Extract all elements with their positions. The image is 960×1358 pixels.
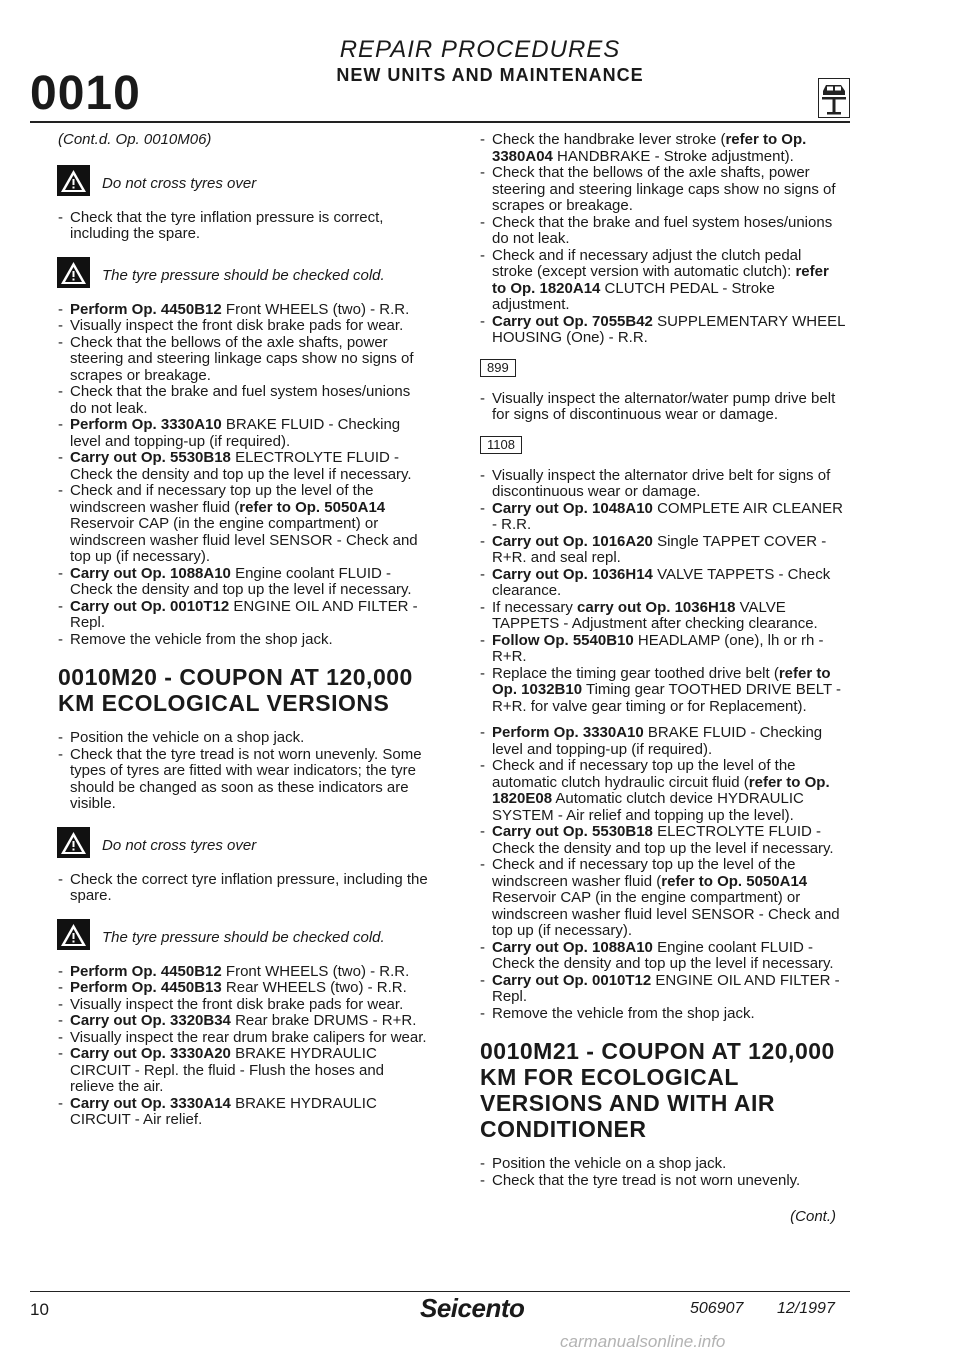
list-item bbox=[480, 248, 846, 314]
page-title: REPAIR PROCEDURES bbox=[339, 36, 621, 63]
op-reference: Follow Op. 5540B10 bbox=[492, 631, 634, 649]
section-heading: 0010M21 - COUPON AT 120,000 KM FOR ECOLOGICAL VERSIONS AND WITH AIR CONDITIONER bbox=[480, 1038, 835, 1142]
warning-text: The tyre pressure should be checked cold. bbox=[102, 266, 385, 284]
item-text: Front WHEELS (two) - R.R. bbox=[221, 962, 410, 980]
list-item bbox=[58, 483, 428, 566]
list-item bbox=[480, 725, 846, 758]
op-reference: Perform Op. 4450B12 bbox=[70, 962, 222, 980]
item-text: Rear WHEELS (two) - R.R. bbox=[221, 979, 407, 996]
list-item bbox=[480, 940, 846, 973]
item-text: Replace the timing gear toothed drive belt ( bbox=[492, 664, 779, 682]
list-item bbox=[58, 1046, 428, 1096]
list-item: - Position the vehicle on a shop jack. bbox=[58, 730, 428, 747]
item-text: COMPLETE AIR CLEANER - R.R. bbox=[492, 499, 843, 533]
op-reference: carry out Op. 1036H18 bbox=[577, 598, 736, 616]
list-item bbox=[58, 1096, 428, 1129]
item-text: Check and if necessary top up the level of the automatic clutch hydraulic circuit fluid ( bbox=[492, 757, 796, 791]
car-lift-icon bbox=[818, 78, 850, 118]
list-item bbox=[480, 534, 846, 567]
item-text: BRAKE HYDRAULIC CIRCUIT - Air relief. bbox=[70, 1094, 377, 1128]
list-item bbox=[58, 450, 428, 483]
item-text: ELECTROLYTE FLUID - Check the density and top up the level if necessary. bbox=[492, 823, 834, 857]
op-reference: Carry out Op. 5530B18 bbox=[70, 449, 231, 466]
document-date: 12/1997 bbox=[777, 1300, 835, 1317]
op-reference: Perform Op. 3330A10 bbox=[492, 724, 644, 741]
item-text: BRAKE FLUID - Checking level and topping-up (if required). bbox=[70, 416, 401, 450]
op-reference: Perform Op. 4450B13 bbox=[70, 979, 222, 996]
op-reference: refer to Op. 3380A04 bbox=[492, 131, 807, 165]
op-reference: refer to Op. 5050A14 bbox=[661, 872, 808, 890]
warning-triangle-icon bbox=[57, 919, 90, 950]
list-item: - Check that the bellows of the axle shafts, power steering and steering linkage caps show no signs of scrapes or breakage. bbox=[58, 335, 428, 385]
left-column bbox=[58, 132, 428, 1129]
list-item bbox=[480, 973, 846, 1006]
list-item bbox=[480, 758, 846, 824]
warning-text: Do not cross tyres over bbox=[102, 836, 257, 854]
warning-note bbox=[58, 257, 428, 288]
list-item bbox=[480, 501, 846, 534]
warning-note bbox=[58, 165, 428, 196]
item-text: Check and if necessary top up the level of the windscreen washer fluid ( bbox=[492, 856, 796, 890]
version-badge: 1108 bbox=[480, 436, 522, 454]
list-item bbox=[58, 1013, 428, 1030]
item-text: VALVE TAPPETS - Check clearance. bbox=[492, 565, 831, 599]
page-number: 10 bbox=[30, 1300, 49, 1319]
item-text: Check and if necessary adjust the clutch pedal stroke (except version with automatic clutch): bbox=[492, 246, 802, 280]
item-text: Engine coolant FLUID - Check the density and top up the level if necessary. bbox=[70, 564, 412, 598]
item-text: BRAKE HYDRAULIC CIRCUIT - Repl. the fluid - Flush the hoses and relieve the air. bbox=[70, 1045, 385, 1095]
list-item: - Visually inspect the front disk brake pads for wear. bbox=[58, 318, 428, 335]
item-text: SUPPLEMENTARY WHEEL HOUSING (One) - R.R. bbox=[492, 312, 845, 346]
op-reference: Carry out Op. 1088A10 bbox=[70, 564, 231, 582]
list-item: - Visually inspect the alternator drive belt for signs of discontinuous wear or damage. bbox=[480, 468, 846, 501]
item-text: ENGINE OIL AND FILTER - Repl. bbox=[70, 597, 418, 631]
list-item: - Remove the vehicle from the shop jack. bbox=[480, 1006, 846, 1023]
list-item: - Check that the brake and fuel system hoses/unions do not leak. bbox=[480, 215, 846, 248]
item-text: CLUTCH PEDAL - Stroke adjustment. bbox=[492, 279, 775, 313]
op-reference: refer to Op. 1820E08 bbox=[492, 773, 830, 807]
warning-triangle-icon bbox=[57, 165, 90, 196]
list-item: - Check that the bellows of the axle shafts, power steering and steering linkage caps show no signs of scrapes or breakage. bbox=[480, 165, 846, 215]
item-text: Engine coolant FLUID - Check the density and top up the level if necessary. bbox=[492, 938, 834, 972]
list-item: - Visually inspect the alternator/water pump drive belt for signs of discontinuous wear or damage. bbox=[480, 391, 846, 424]
warning-triangle-icon bbox=[57, 257, 90, 288]
list-item: - Check that the tyre inflation pressure is correct, including the spare. bbox=[58, 210, 428, 243]
item-text: ENGINE OIL AND FILTER - Repl. bbox=[492, 971, 840, 1005]
op-reference: Carry out Op. 1088A10 bbox=[492, 938, 653, 956]
item-text: Check the handbrake lever stroke ( bbox=[492, 131, 726, 148]
op-reference: Carry out Op. 1048A10 bbox=[492, 499, 653, 517]
op-reference: Carry out Op. 3320B34 bbox=[70, 1012, 231, 1029]
warning-note bbox=[58, 919, 428, 950]
section-code: 0010 bbox=[30, 67, 141, 120]
item-text: Reservoir CAP (in the engine compartment) or windscreen washer fluid level SENSOR - Check and top up (if necessary). bbox=[492, 889, 840, 939]
list-item bbox=[58, 566, 428, 599]
list-item: - Check the correct tyre inflation pressure, including the spare. bbox=[58, 872, 428, 905]
warning-text: The tyre pressure should be checked cold. bbox=[102, 928, 385, 946]
right-column bbox=[480, 132, 846, 1241]
op-reference: refer to Op. 1032B10 bbox=[492, 664, 831, 698]
page-subtitle: NEW UNITS AND MAINTENANCE bbox=[336, 65, 644, 85]
item-text: HEADLAMP (one), lh or rh - R+R. bbox=[492, 631, 824, 665]
warning-note bbox=[58, 827, 428, 858]
op-reference: Carry out Op. 1016A20 bbox=[492, 532, 653, 550]
op-reference: Carry out Op. 5530B18 bbox=[492, 823, 653, 840]
item-text: If necessary bbox=[492, 598, 578, 616]
item-text: Rear brake DRUMS - R+R. bbox=[230, 1012, 417, 1029]
op-reference: refer to Op. 5050A14 bbox=[239, 498, 386, 516]
item-text: Single TAPPET COVER - R+R. and seal repl. bbox=[492, 532, 827, 566]
list-item: - Visually inspect the rear drum brake calipers for wear. bbox=[58, 1030, 428, 1047]
list-item bbox=[480, 314, 846, 347]
list-item: - Position the vehicle on a shop jack. bbox=[480, 1156, 846, 1173]
item-text: ELECTROLYTE FLUID - Check the density and top up the level if necessary. bbox=[70, 449, 412, 483]
list-item: - Visually inspect the front disk brake pads for wear. bbox=[58, 997, 428, 1014]
version-badge: 899 bbox=[480, 359, 516, 377]
item-text: Reservoir CAP (in the engine compartment) or windscreen washer fluid level SENSOR - Check and top up (if necessary). bbox=[70, 515, 418, 565]
item-text: Check and if necessary top up the level of the windscreen washer fluid ( bbox=[70, 482, 374, 516]
item-text: VALVE TAPPETS - Adjustment after checking clearance. bbox=[492, 598, 818, 632]
warning-triangle-icon bbox=[57, 827, 90, 858]
list-item: - Check that the tyre tread is not worn unevenly. Some types of tyres are fitted with wear indicators; the tyre should be changed as soon as these indicators are visible. bbox=[58, 747, 428, 813]
list-item bbox=[480, 600, 846, 633]
op-reference: Carry out Op. 3330A14 bbox=[70, 1094, 231, 1112]
document-number: 506907 bbox=[690, 1300, 744, 1317]
warning-text: Do not cross tyres over bbox=[102, 174, 257, 192]
continuation-note: (Cont.d. Op. 0010M06) bbox=[58, 131, 212, 148]
item-text: Front WHEELS (two) - R.R. bbox=[221, 300, 410, 318]
watermark: carmanualsonline.info bbox=[560, 1332, 726, 1351]
list-item bbox=[58, 964, 428, 981]
section-heading: 0010M20 - COUPON AT 120,000 KM ECOLOGICAL VERSIONS bbox=[58, 664, 413, 716]
op-reference: Carry out Op. 0010T12 bbox=[492, 971, 652, 989]
list-item: - Check that the tyre tread is not worn unevenly. bbox=[480, 1173, 846, 1190]
op-reference: Carry out Op. 7055B42 bbox=[492, 312, 653, 330]
op-reference: refer to Op. 1820A14 bbox=[492, 263, 829, 297]
list-item bbox=[480, 567, 846, 600]
continued-note: (Cont.) bbox=[790, 1208, 836, 1225]
list-item bbox=[480, 666, 846, 716]
list-item bbox=[480, 132, 846, 165]
item-text: Automatic clutch device HYDRAULIC SYSTEM - Air relief and topping up the level). bbox=[492, 790, 804, 824]
op-reference: Carry out Op. 3330A20 bbox=[70, 1045, 231, 1062]
list-item: - Check that the brake and fuel system hoses/unions do not leak. bbox=[58, 384, 428, 417]
item-text: Timing gear TOOTHED DRIVE BELT - R+R. for valve gear timing or for Replacement). bbox=[492, 681, 842, 715]
header-rule bbox=[30, 121, 850, 123]
list-item bbox=[58, 599, 428, 632]
item-text: HANDBRAKE - Stroke adjustment). bbox=[552, 147, 794, 165]
list-item bbox=[58, 417, 428, 450]
list-item bbox=[58, 302, 428, 319]
footer-rule bbox=[30, 1291, 850, 1292]
brand-logo: Seicento bbox=[420, 1293, 525, 1323]
list-item bbox=[480, 824, 846, 857]
list-item bbox=[480, 857, 846, 940]
op-reference: Carry out Op. 0010T12 bbox=[70, 597, 230, 615]
op-reference: Carry out Op. 1036H14 bbox=[492, 565, 653, 583]
list-item: - Remove the vehicle from the shop jack. bbox=[58, 632, 428, 649]
op-reference: Perform Op. 4450B12 bbox=[70, 300, 222, 318]
list-item bbox=[480, 633, 846, 666]
item-text: BRAKE FLUID - Checking level and topping-up (if required). bbox=[492, 724, 823, 758]
op-reference: Perform Op. 3330A10 bbox=[70, 416, 222, 433]
list-item bbox=[58, 980, 428, 997]
